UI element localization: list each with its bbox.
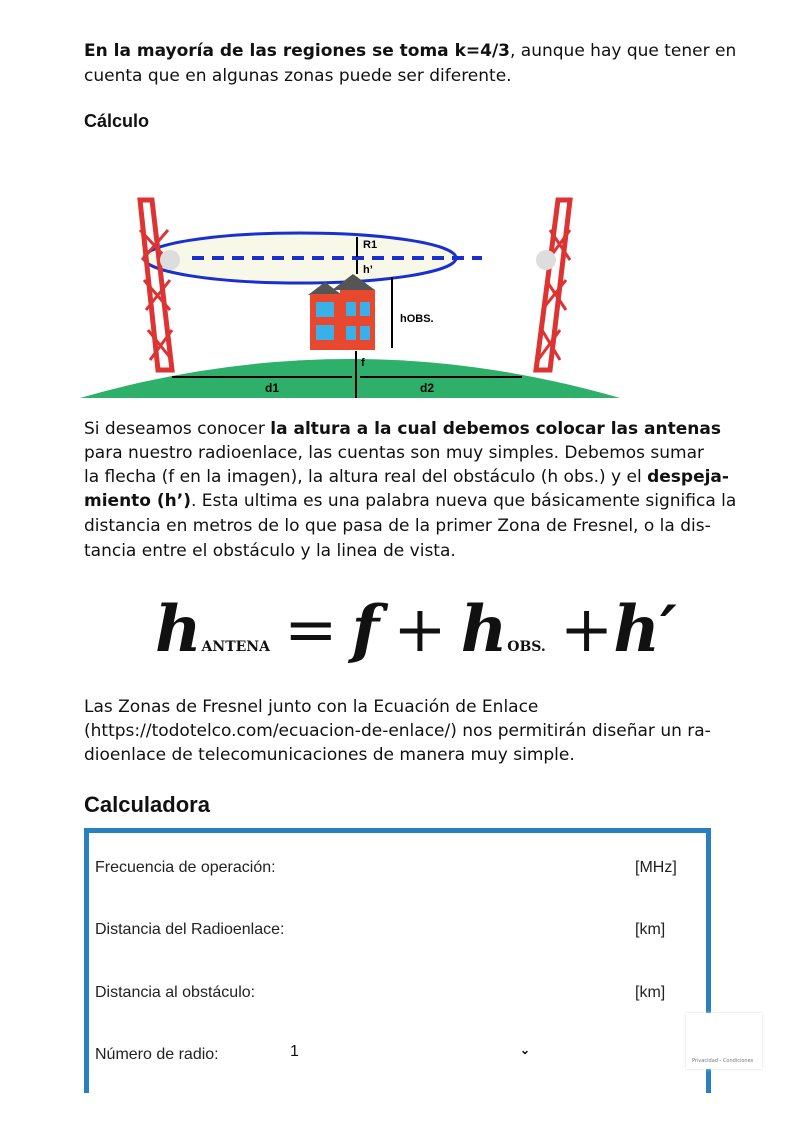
text: la flecha (f en la imagen), la altura real del obstáculo (h obs.) y el [84,467,648,487]
link-distance-unit: [km] [635,921,666,938]
para2-line-4 [84,489,736,513]
para2-line-2: para nuestro radioenlace, las cuentas son muy simples. Debemos sumar [84,443,705,463]
label-f: f [361,357,365,369]
text: Si deseamos conocer [84,419,271,439]
recaptcha-badge[interactable] [686,1013,762,1069]
h-symbol: h [460,592,508,667]
label-h-prime: h’ [363,264,373,276]
link-distance-label: Distancia del Radioenlace: [95,921,285,938]
frequency-unit: [MHz] [635,859,677,876]
subscript-antena: ANTENA [201,639,270,655]
radio-number-select[interactable] [290,1043,530,1061]
calculator-heading: Calculadora [84,792,210,817]
plus: + [393,593,447,667]
obstacle-distance-unit: [km] [635,984,666,1001]
intro-bold: En la mayoría de las regiones se toma k=4/3 [84,41,510,61]
bold-text: la altura a la cual debemos colocar las antenas [270,419,721,439]
subscript-obs: OBS. [507,639,546,655]
obstacle-distance-label: Distancia al obstáculo: [95,984,256,1001]
para2-line-3 [84,465,729,489]
text: . Esta ultima es una palabra nueva que básicamente significa la [191,491,737,511]
left-tower [140,200,180,370]
selected-value: 1 [290,1043,299,1060]
radio-number-label: Número de radio: [95,1046,219,1063]
bold-text: miento (h’) [84,491,191,511]
chevron-down-icon: ⌄ [519,1043,530,1057]
right-tower [536,200,570,370]
label-d1: d1 [265,381,280,395]
intro-line-1 [84,39,736,63]
para3-line-1: Las Zonas de Fresnel junto con la Ecuación de Enlace [84,697,539,717]
para3-line-3: dioenlace de telecomunicaciones de manera muy simple. [84,745,575,765]
label-r1: R1 [363,239,378,251]
equals: = [283,593,338,667]
para3-line-2: (https://todotelco.com/ecuacion-de-enlace/) nos permitirán diseñar un ra- [84,721,711,741]
intro-text: , aunque hay que tener en [509,41,737,61]
label-h-obs: hOBS. [400,313,434,325]
plus: + [559,593,614,667]
para2-line-1 [84,417,721,441]
frequency-label: Frecuencia de operación: [95,859,276,876]
building [308,274,375,350]
h-symbol: h [155,592,202,667]
h-prime-symbol: h′ [613,592,677,667]
fresnel-diagram [80,170,640,400]
para2-line-5: distancia en metros de lo que pasa de la primer Zona de Fresnel, o la dis- [84,516,711,536]
recaptcha-links[interactable]: Privacidad - Condiciones [692,1058,754,1064]
antenna-height-formula [155,592,677,667]
section-heading-calculo: Cálculo [84,111,150,131]
para2-line-6: tancia entre el obstáculo y la linea de vista. [84,541,456,561]
f-symbol: f [351,592,380,667]
intro-line-2: cuenta que en algunas zonas puede ser diferente. [84,66,512,86]
label-d2: d2 [420,381,435,395]
bold-text: despeja- [647,467,729,487]
